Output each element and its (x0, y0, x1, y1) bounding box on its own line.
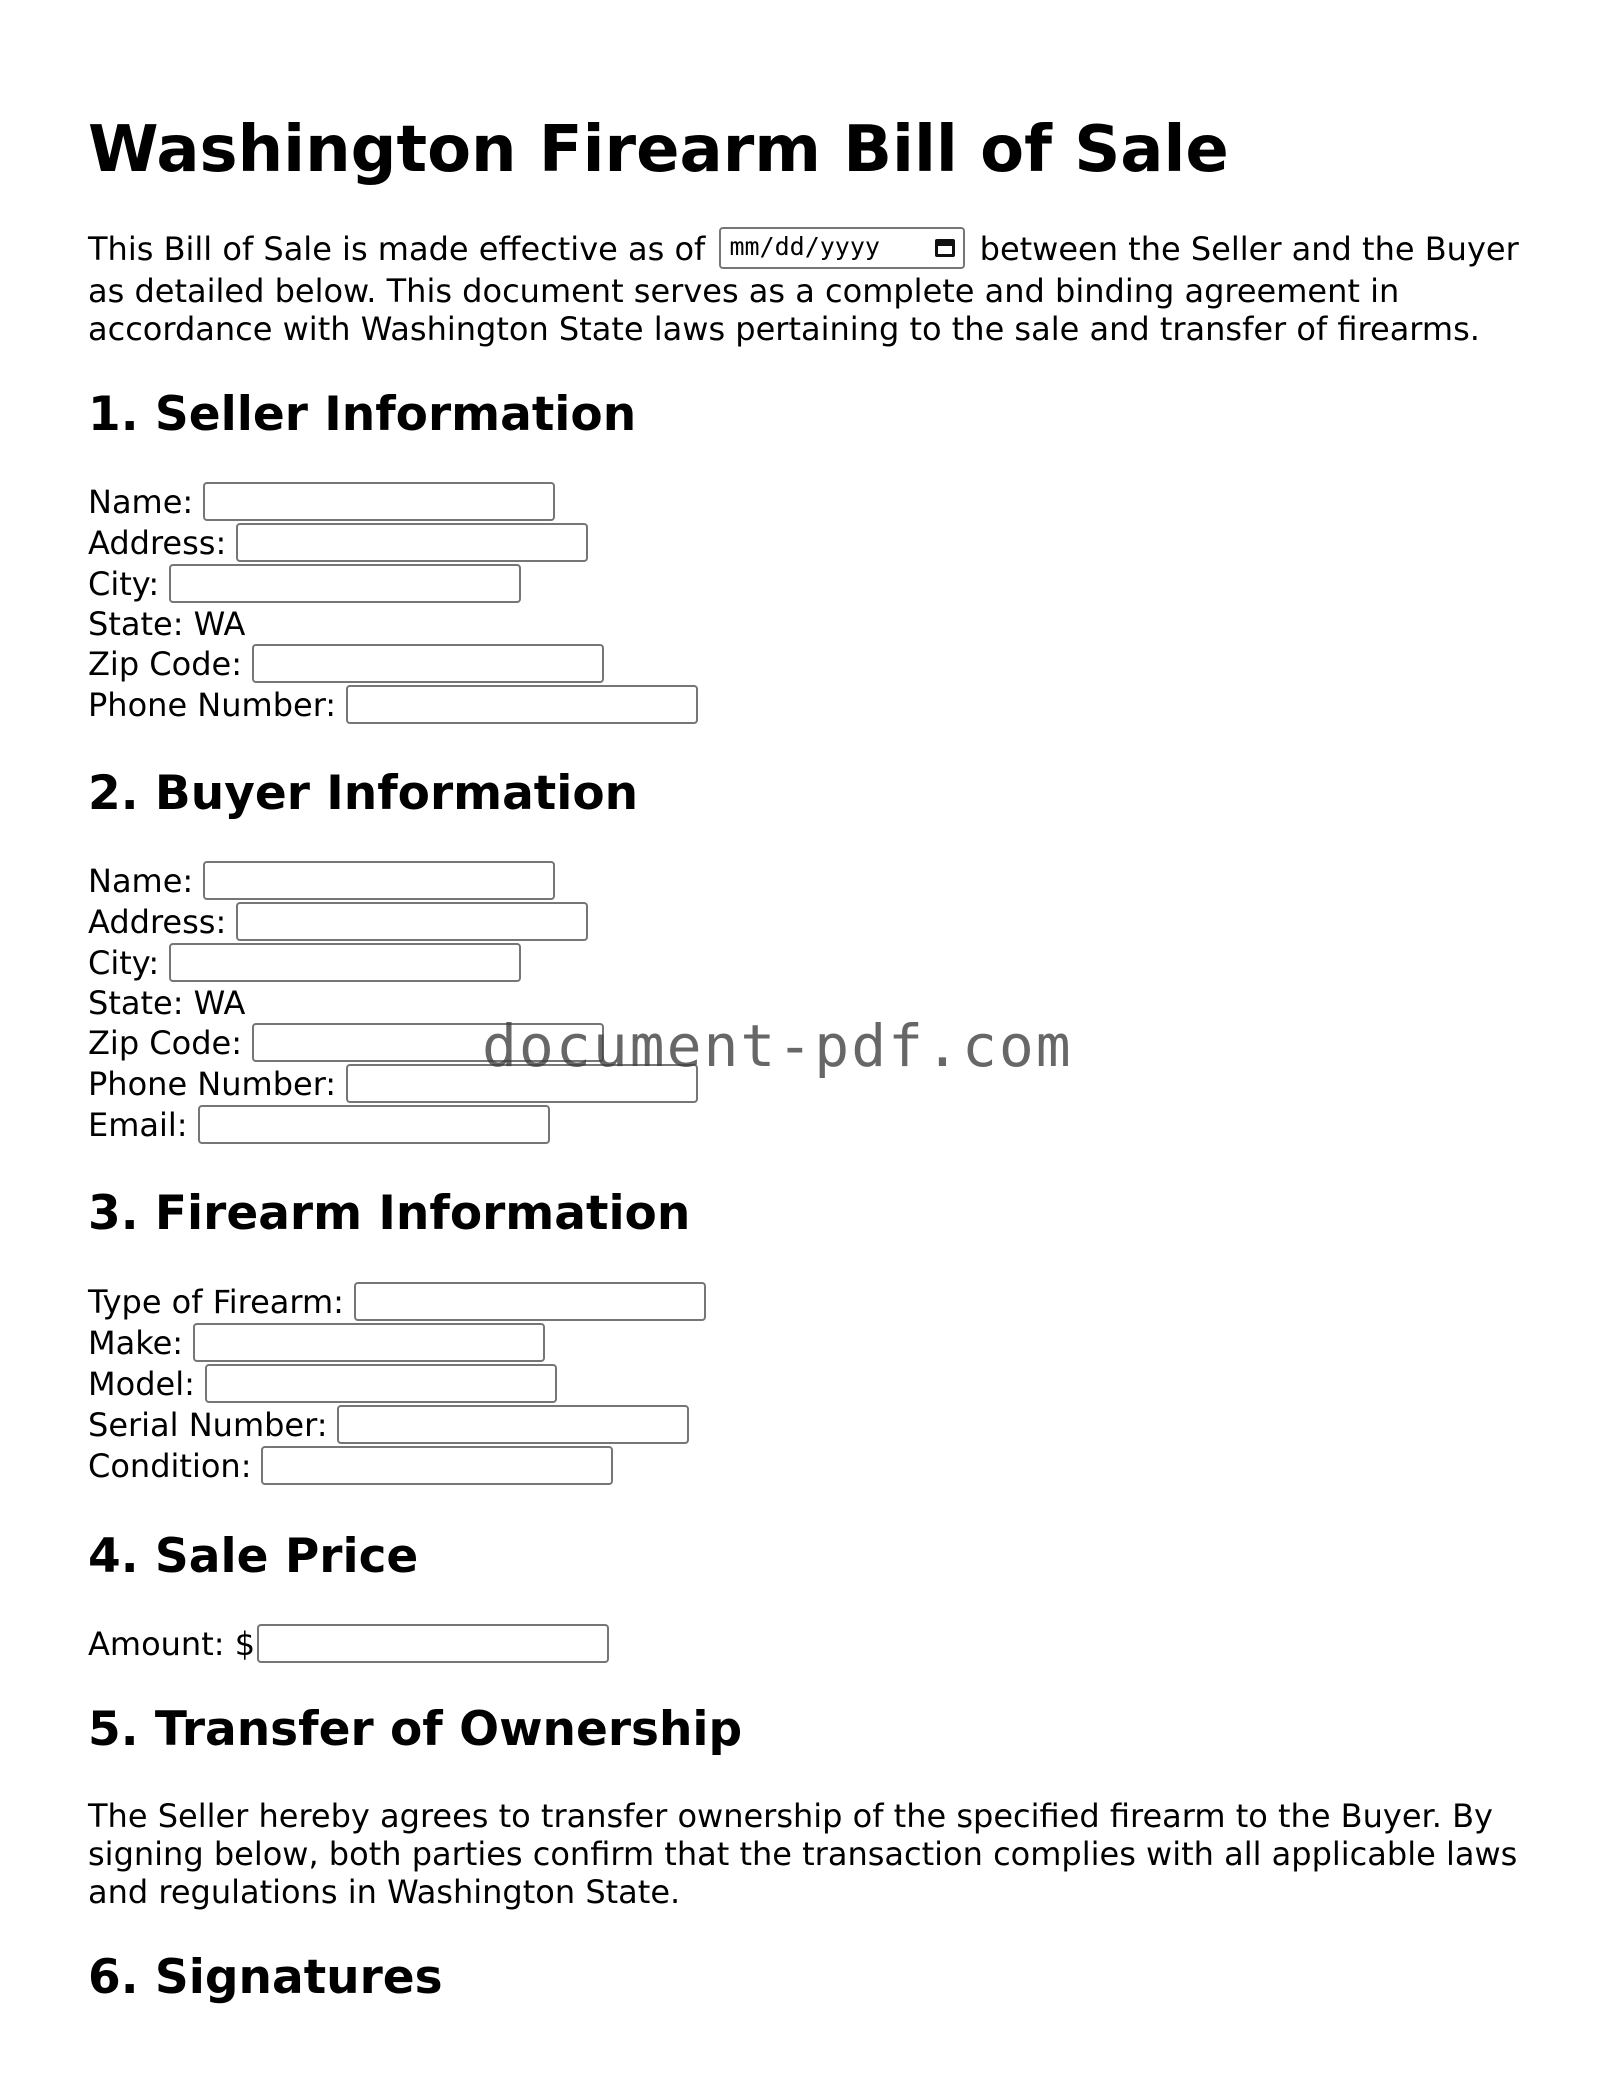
firearm-serial-input[interactable] (337, 1405, 689, 1444)
buyer-email-input[interactable] (198, 1105, 550, 1144)
buyer-section-heading: 2. Buyer Information (88, 766, 639, 821)
buyer-city-label: City: (88, 943, 160, 982)
firearm-model-input[interactable] (205, 1364, 557, 1403)
firearm-type-label: Type of Firearm: (88, 1282, 344, 1321)
seller-city-input[interactable] (169, 564, 521, 603)
buyer-address-input[interactable] (236, 902, 588, 941)
firearm-make-label: Make: (88, 1323, 184, 1362)
firearm-fields (88, 1281, 706, 1486)
intro-paragraph (88, 230, 1528, 348)
buyer-address-label: Address: (88, 902, 227, 941)
seller-name-input[interactable] (203, 482, 555, 521)
watermark-text: document-pdf.com (482, 1012, 1073, 1080)
buyer-name-input[interactable] (203, 861, 555, 900)
buyer-state-label: State: WA (88, 983, 246, 1022)
firearm-model-label: Model: (88, 1364, 195, 1403)
seller-phone-label: Phone Number: (88, 685, 337, 724)
seller-section-heading: 1. Seller Information (88, 387, 637, 442)
firearm-section-heading: 3. Firearm Information (88, 1186, 691, 1241)
seller-zip-label: Zip Code: (88, 644, 242, 683)
signatures-section-heading: 6. Signatures (88, 1950, 443, 2005)
buyer-email-label: Email: (88, 1105, 188, 1144)
seller-address-input[interactable] (236, 523, 588, 562)
firearm-type-input[interactable] (354, 1282, 706, 1321)
firearm-serial-label: Serial Number: (88, 1405, 328, 1444)
buyer-zip-label: Zip Code: (88, 1023, 242, 1062)
buyer-fields (88, 860, 698, 1145)
seller-fields (88, 481, 698, 725)
buyer-name-label: Name: (88, 861, 194, 900)
price-section-heading: 4. Sale Price (88, 1529, 419, 1584)
firearm-condition-label: Condition: (88, 1446, 252, 1485)
transfer-paragraph: The Seller hereby agrees to transfer ownership of the specified firearm to the Buyer. By signing below, both parties confirm that the transaction complies with all applicable laws and regulations in Washington State. (88, 1797, 1518, 1911)
firearm-make-input[interactable] (193, 1323, 545, 1362)
seller-name-label: Name: (88, 482, 194, 521)
price-fields (88, 1623, 609, 1664)
document-title: Washington Firearm Bill of Sale (88, 113, 1229, 187)
intro-text-before-date: This Bill of Sale is made effective as of (88, 230, 706, 268)
buyer-city-input[interactable] (169, 943, 521, 982)
seller-phone-input[interactable] (346, 685, 698, 724)
buyer-phone-label: Phone Number: (88, 1064, 337, 1103)
seller-city-label: City: (88, 564, 160, 603)
price-amount-label: Amount: $ (88, 1624, 256, 1663)
calendar-icon[interactable] (935, 239, 955, 257)
seller-state-label: State: WA (88, 604, 246, 643)
seller-address-label: Address: (88, 523, 227, 562)
price-amount-input[interactable] (257, 1624, 609, 1663)
date-placeholder: mm/dd/yyyy (729, 232, 880, 261)
intro-text-after-date: between the Seller and the Buyer as detailed below. This document serves as a complete and binding agreement in accordance with Washington State laws pertaining to the sale and transfer of firearms. (88, 230, 1519, 348)
firearm-condition-input[interactable] (261, 1446, 613, 1485)
seller-zip-input[interactable] (252, 644, 604, 683)
transfer-section-heading: 5. Transfer of Ownership (88, 1702, 743, 1757)
effective-date-input[interactable] (719, 227, 965, 269)
